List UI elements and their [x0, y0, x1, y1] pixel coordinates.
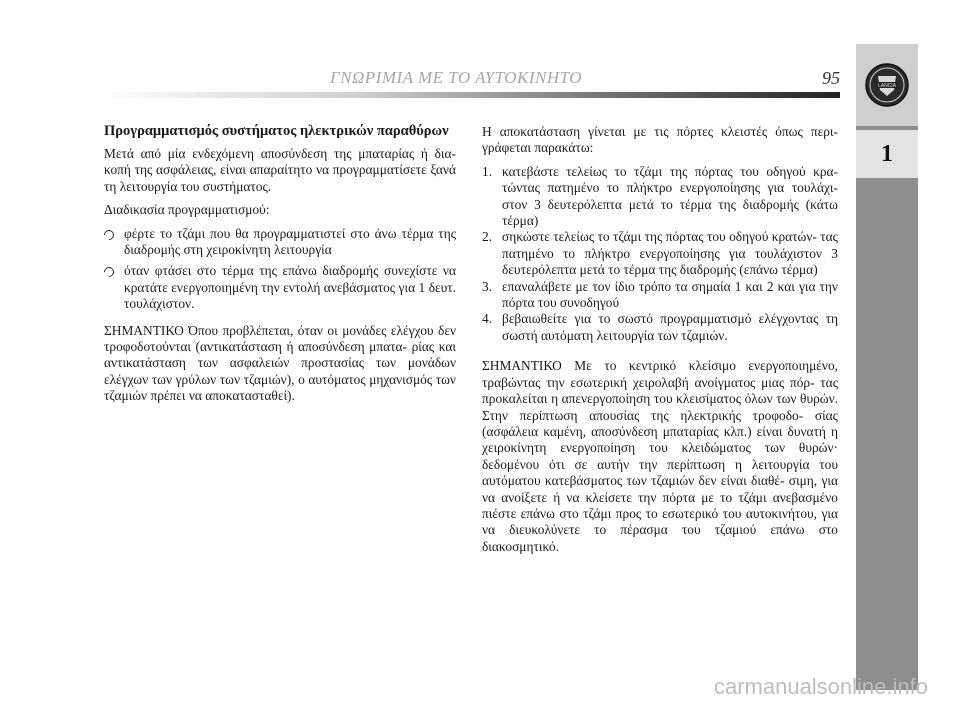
list-item [482, 164, 838, 230]
page-header [98, 60, 840, 100]
left-intro: Μετά από μία ενδεχόμενη αποσύνδεση της μπαταρίας ή δια- κοπή της ασφάλειας, είναι απαραίτητο να προγραμματίσετε ξανά τη λειτουργία του συστήματος. [104, 146, 456, 194]
right-column [482, 124, 838, 562]
step-number: 3. [482, 278, 493, 294]
watermark: carmanualsonline.info [713, 674, 928, 699]
list-item [104, 263, 456, 312]
header-title: ΓΝΩΡΙΜΙΑ ΜΕ ΤΟ ΑΥΤΟΚΙΝΗΤΟ [330, 68, 583, 87]
bullet-text: φέρτε το τζάμι που θα προγραμματιστεί στο άνω τέρμα της διαδρομής στη χειροκίνητη λειτουργία [124, 225, 456, 258]
bullet-circle-icon [102, 265, 116, 279]
step-number: 4. [482, 311, 493, 327]
chapter-number: 1 [881, 140, 893, 167]
list-item [482, 229, 838, 278]
list-item [104, 226, 456, 259]
page-number: 95 [822, 68, 840, 88]
step-number: 1. [482, 163, 493, 179]
section-title: Προγραμματισμός συστήματος ηλεκτρικών παραθύρων [104, 123, 449, 139]
logo-box [856, 44, 918, 126]
lancia-shield-logo-icon [864, 62, 910, 108]
list-item [482, 311, 838, 344]
step-text: επαναλάβετε με τον ίδιο τρόπο τα σημαία 1 και 2 και για την πόρτα του συνοδηγού [502, 278, 838, 311]
procedure-label: Διαδικασία προγραμματισμού: [104, 202, 270, 218]
right-intro: Η αποκατάσταση γίνεται με τις πόρτες κλειστές όπως περι- γράφεται παρακάτω: [482, 124, 838, 156]
chapter-sidebar [856, 44, 918, 690]
logo-text: LANCIA [877, 83, 897, 89]
step-text: βεβαιωθείτε για το σωστό προγραμματισμό ελέγχοντας τη σωστή αυτόματη λειτουργία των τζαμιών. [502, 311, 838, 343]
left-important-note: ΣΗΜΑΝΤΙΚΟ Όπου προβλέπεται, όταν οι μονάδες ελέγχου δεν τροφοδοτούνται (αντικατάσταση ή αποσύνδεση μπατα- ρίας και αντικατάσταση των ασφαλειών προστασίας των μονάδων ελέγχων των γρύλων των τζαμιών), ο αυτόματος μηχανισμός των τζαμιών πρέπει να αποκατασταθεί). [104, 322, 456, 404]
step-number: 2. [482, 229, 493, 245]
right-important-note: ΣΗΜΑΝΤΙΚΟ Με το κεντρικό κλείσιμο ενεργοποιημένο, τραβώντας την εσωτερική χειρολαβή ανοίγματος μιας πόρ- τας προκαλείται η απενεργοποίηση του κλεισίματος όλων των θυρών. Στην περίπτωση απουσίας της ηλεκτρικής τροφοδο- σίας (ασφάλεια καμένη, αποσύνδεση μπαταρίας κλπ.) είναι δυνατή η χειροκίνητη ενεργοποίηση του κλειδώματος των θυρών· δεδομένου ότι σε αυτήν την περίπτωση η λειτουργία του αυτόματου κατεβάσματος των τζαμιών δεν είναι διαθέ- σιμη, για να ανοίξετε ή να κλείσετε την πόρτα με το τζάμι ανεβασμένο πιέστε επάνω στο τζάμι προς το εσωτερικό του αυτοκινήτου, για να διευκολύνετε το πέρασμα του τζαμιού επάνω στο διακοσμητικό. [482, 358, 838, 554]
list-item [482, 279, 838, 312]
procedure-bullets [104, 226, 456, 313]
header-rule [98, 92, 840, 98]
left-column [104, 122, 456, 412]
step-text: κατεβάστε τελείως το τζάμι της πόρτας του οδηγού κρα- τώντας πατημένο το πλήκτρο ενεργοποίησης για τουλάχι- στον 3 δευτερόλεπτα μετά το τέρμα της διαδρομής (κάτω τέρμα) [502, 163, 838, 229]
bullet-circle-icon [102, 228, 116, 242]
chapter-tab [856, 130, 918, 178]
bullet-text: όταν φτάσει στο τέρμα της επάνω διαδρομής συνεχίστε να κρατάτε ενεργοποιημένη την εντολή ανεβάσματος για 1 δευτ. τουλάχιστον. [124, 263, 456, 312]
restore-steps [482, 164, 838, 344]
step-text: σηκώστε τελείως το τζάμι της πόρτας του οδηγού κρατών- τας πατημένο το πλήκτρο ενεργοποίησης για τουλάχιστον 3 δευτερόλεπτα μετά το τέρμα της διαδρομής (επάνω τέρμα) [502, 229, 838, 278]
